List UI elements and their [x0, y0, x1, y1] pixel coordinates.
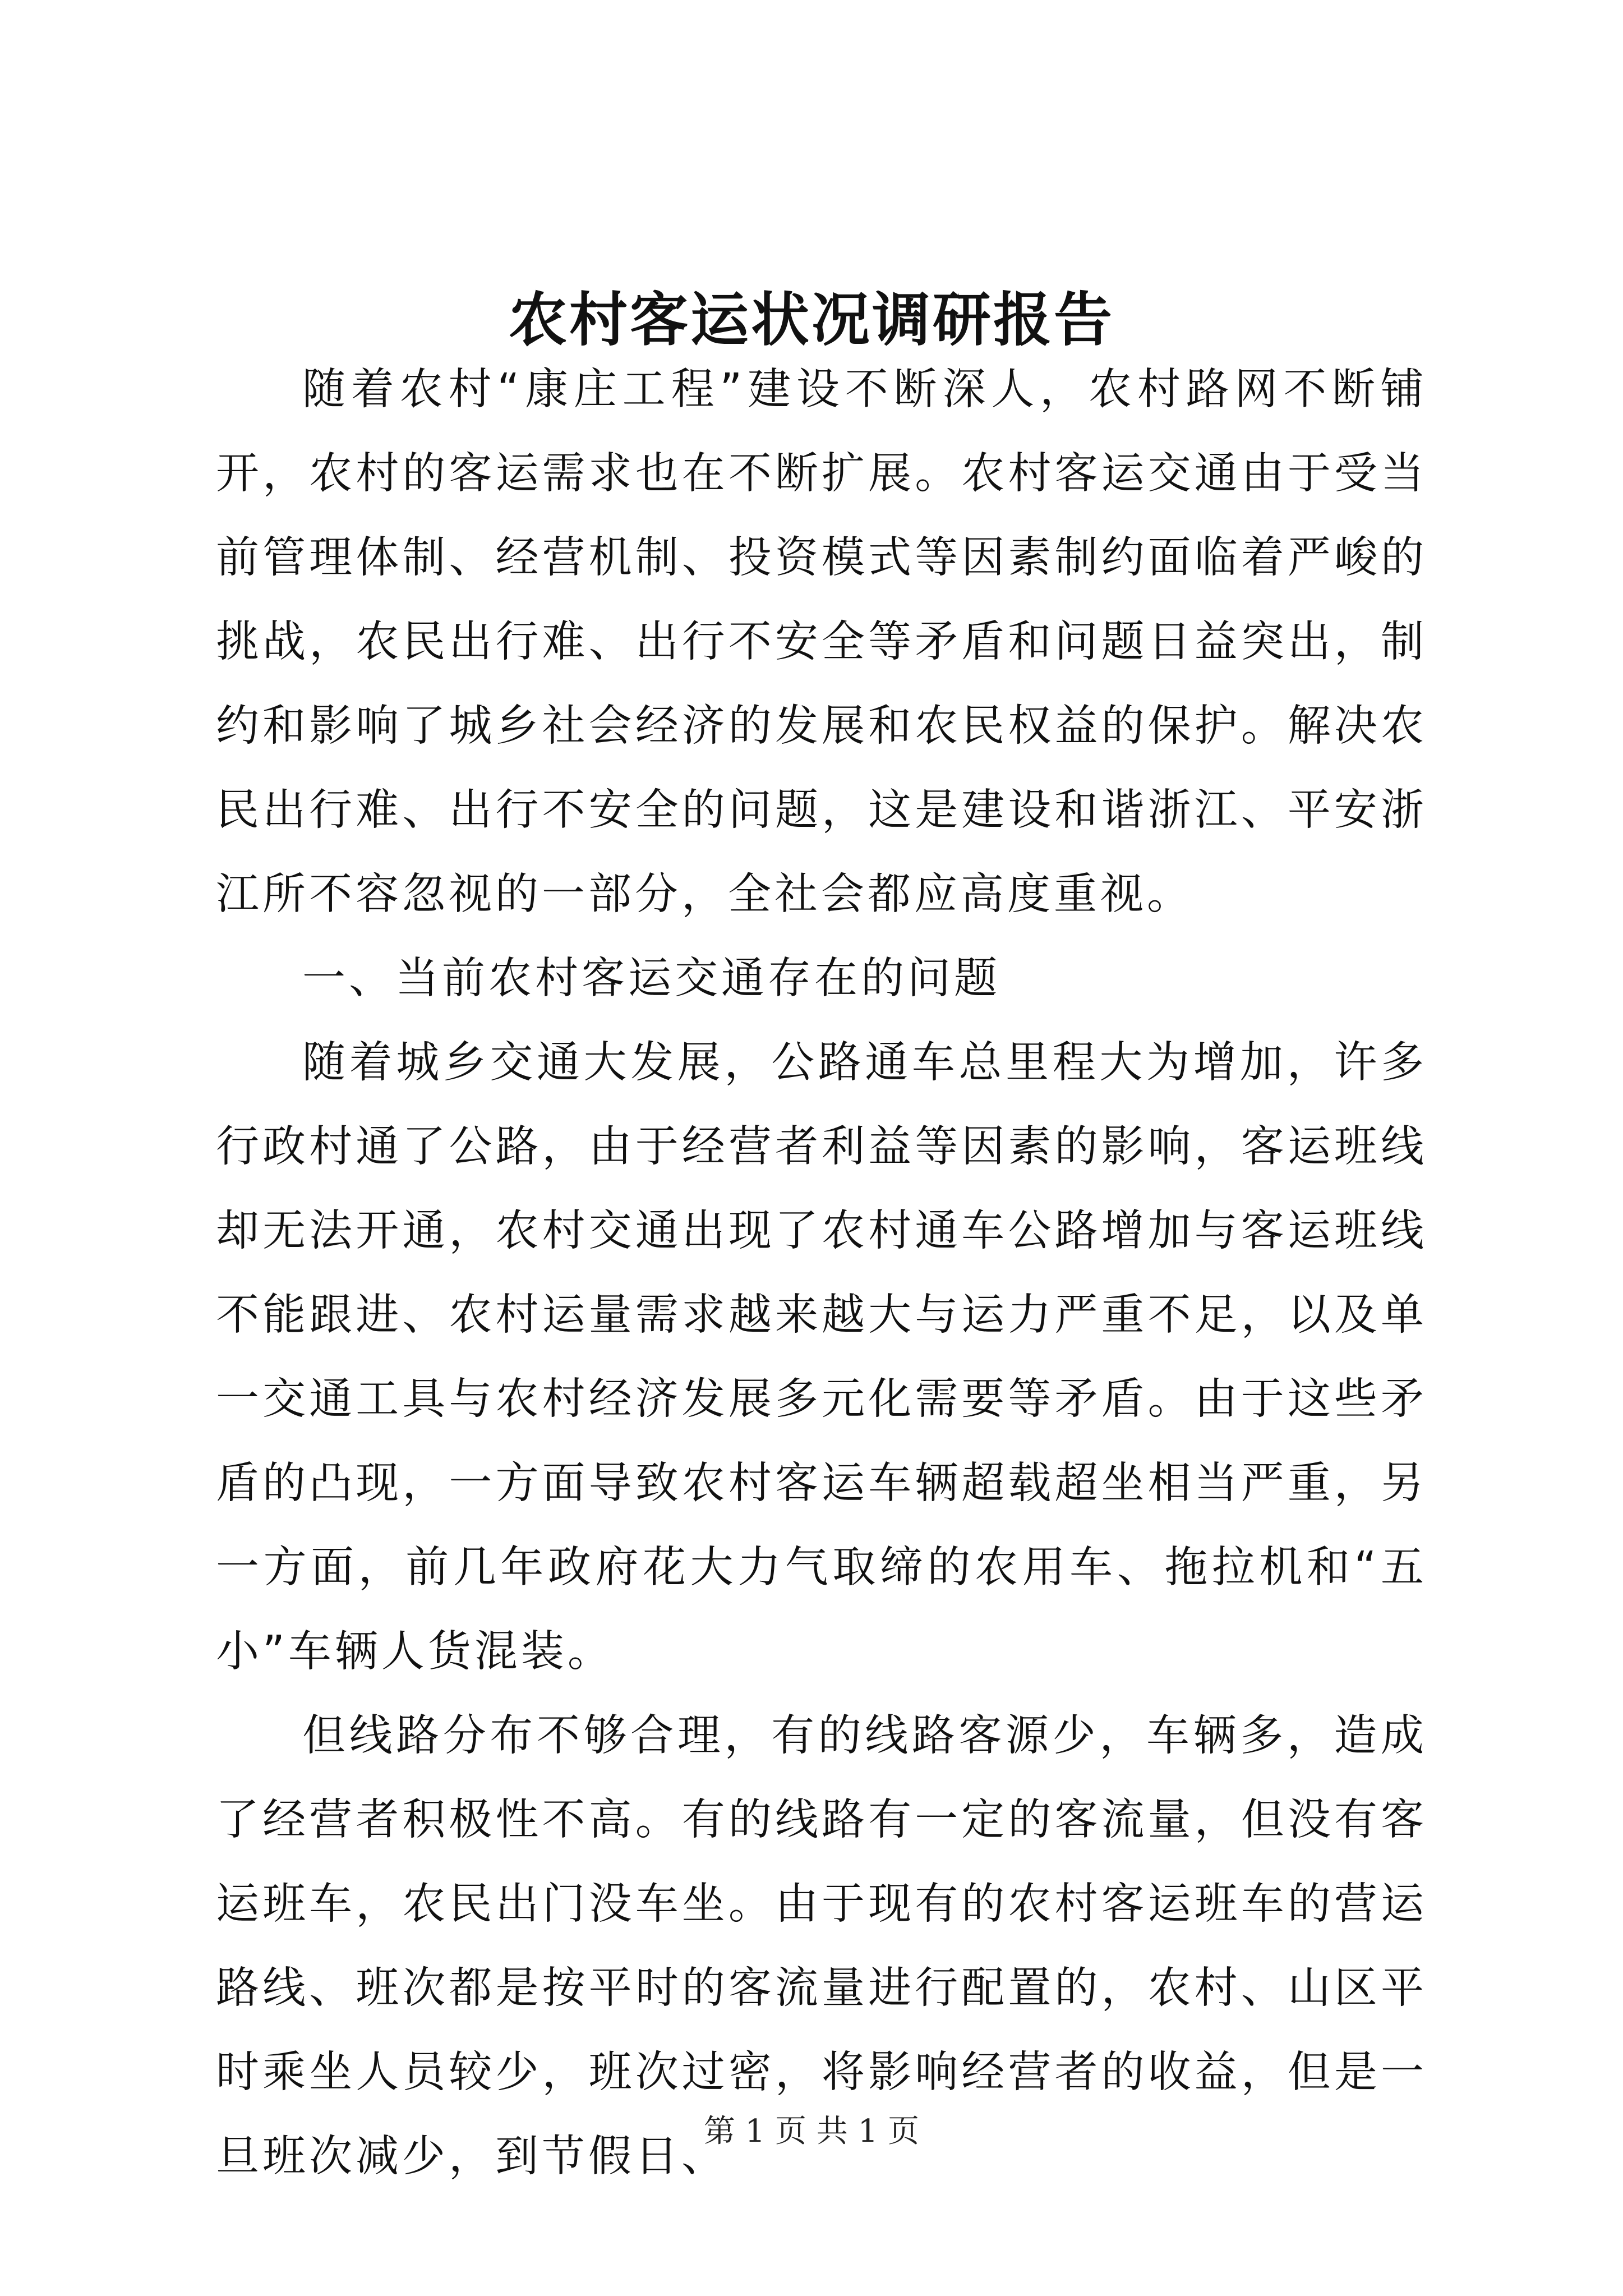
- page-footer: 第 1 页 共 1 页: [703, 2113, 920, 2150]
- paragraph-routes: 但线路分布不够合理，有的线路客源少，车辆多，造成了经营者积极性不高。有的线路有一定的客流量，但没有客运班车，农民出门没车坐。由于现有的农村客运班车的营运路线、班次都是按平时的客流量进行配置的，农村、山区平时乘坐人员较少，班次过密，将影响经营者的收益，但是一旦班次减少，到节假日、: [216, 1711, 1427, 2182]
- section-heading: 一、当前农村客运交通存在的问题: [302, 954, 1000, 1004]
- paragraph-intro: 随着农村“康庄工程”建设不断深人，农村路网不断铺开，农村的客运需求也在不断扩展。农村客运交通由于受当前管理体制、经营机制、投资模式等因素制约面临着严峻的挑战，农民出行难、出行不安全等矛盾和问题日益突出，制约和影响了城乡社会经济的发展和农民权益的保护。解决农民出行难、出行不安全的问题，这是建设和谐浙江、平安浙江所不容忽视的一部分，全社会都应高度重视。: [216, 365, 1427, 919]
- document-title: 农村客运状况调研报告: [508, 285, 1114, 354]
- paragraph-problems: 随着城乡交通大发展，公路通车总里程大为增加，许多行政村通了公路，由于经营者利益等因素的影响，客运班线却无法开通，农村交通出现了农村通车公路增加与客运班线不能跟进、农村运量需求越来越大与运力严重不足，以及单一交通工具与农村经济发展多元化需要等矛盾。由于这些矛盾的凸现，一方面导致农村客运车辆超载超坐相当严重，另一方面，前几年政府花大力气取缔的农用车、拖拉机和“五小”车辆人货混装。: [216, 1038, 1427, 1677]
- document-body: [216, 348, 1427, 2199]
